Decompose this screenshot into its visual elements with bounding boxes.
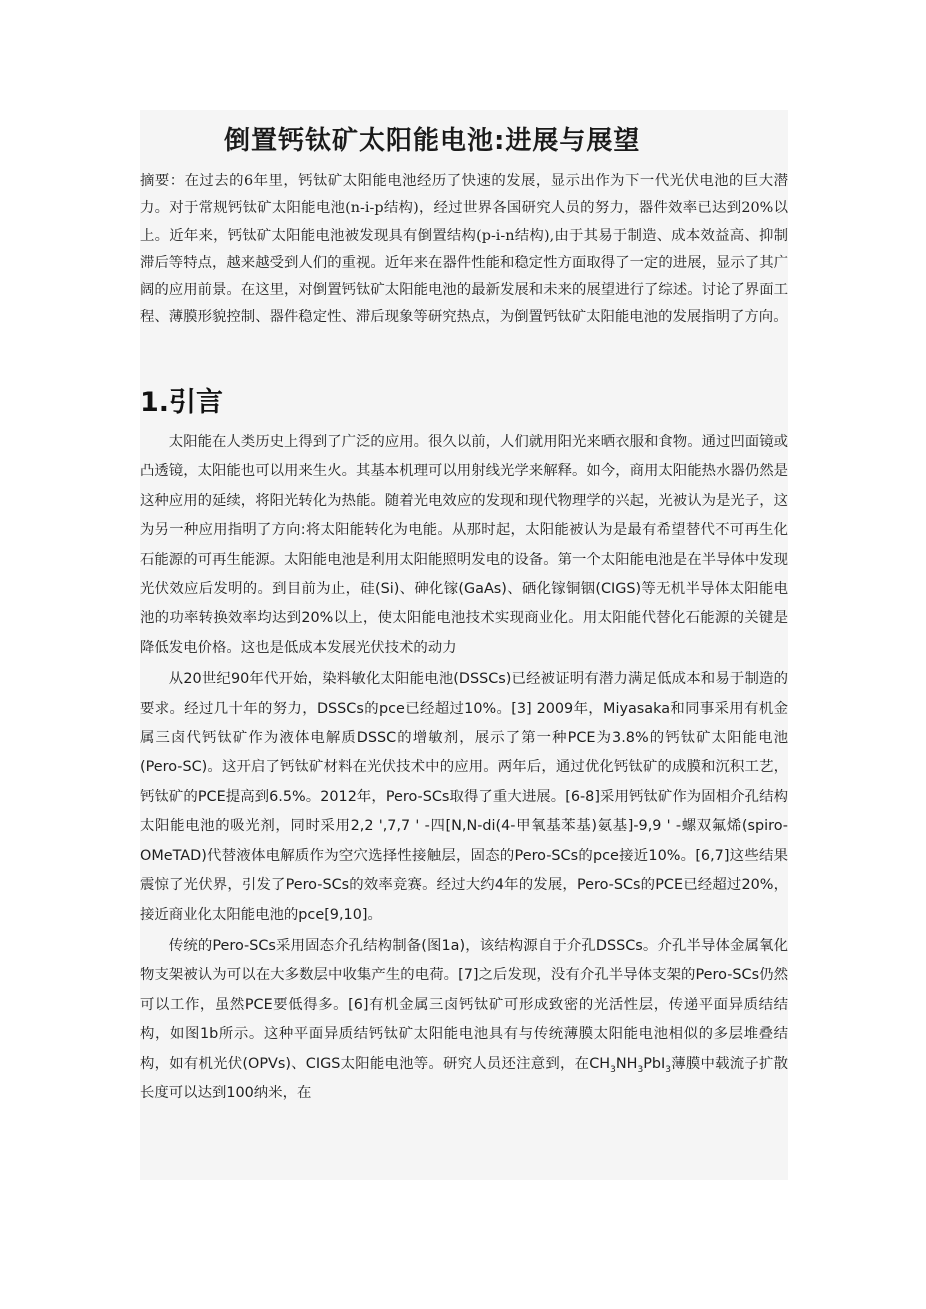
section-body	[140, 428, 788, 1110]
paragraph: 从20世纪90年代开始，染料敏化太阳能电池(DSSCs)已经被证明有潜力满足低成本和易于制造的要求。经过几十年的努力，DSSCs的pce已经超过10%。[3] 2009年，Miyasaka和同事采用有机金属三卤代钙钛矿作为液体电解质DSSC的增敏剂，展示了第一种PCE为3.8%的钙钛矿太阳能电池(Pero-SC)。这开启了钙钛矿材料在光伏技术中的应用。两年后，通过优化钙钛矿的成膜和沉积工艺，钙钛矿的PCE提高到6.5%。2012年，Pero-SCs取得了重大进展。[6-8]采用钙钛矿作为固相介孔结构太阳能电池的吸光剂，同时采用2,2 ',7,7 ' -四[N,N-di(4-甲氧基苯基)氨基]-9,9 ' -螺双氟烯(spiro-OMeTAD)代替液体电解质作为空穴选择性接触层，固态的Pero-SCs的pce接近10%。[6,7]这些结果震惊了光伏界，引发了Pero-SCs的效率竞赛。经过大约4年的发展，Pero-SCs的PCE已经超过20%，接近商业化太阳能电池的pce[9,10]。	[140, 671, 788, 923]
abstract: 摘要：在过去的6年里，钙钛矿太阳能电池经历了快速的发展，显示出作为下一代光伏电池的巨大潜力。对于常规钙钛矿太阳能电池(n-i-p结构)，经过世界各国研究人员的努力，器件效率已达到20%以上。近年来，钙钛矿太阳能电池被发现具有倒置结构(p-i-n结构),由于其易于制造、成本效益高、抑制滞后等特点，越来越受到人们的重视。近年来在器件性能和稳定性方面取得了一定的进展，显示了其广阔的应用前景。在这里，对倒置钙钛矿太阳能电池的最新发展和未来的展望进行了综述。讨论了界面工程、薄膜形貌控制、器件稳定性、滞后现象等研究热点，为倒置钙钛矿太阳能电池的发展指明了方向。	[140, 173, 788, 326]
paragraph-text: 传统的Pero-SCs采用固态介孔结构制备(图1a)，该结构源自于介孔DSSCs。介孔半导体金属氧化物支架被认为可以在大多数层中收集产生的电荷。[7]之后发现，没有介孔半导体支架的Pero-SCs仍然可以工作，虽然PCE要低得多。[6]有机金属三卤钙钛矿可形成致密的光活性层，传递平面异质结结构，如图1b所示。这种平面异质结钙钛矿太阳能电池具有与传统薄膜太阳能电池相似的多层堆叠结构，如有机光伏(OPVs)、CIGS太阳能电池等。研究人员还注意到，在	[140, 937, 788, 1072]
paragraph	[140, 932, 788, 1108]
paragraph-tail: 薄膜中载流子扩散长度可以达到100纳米，在	[140, 1055, 788, 1101]
chemical-formula: $CH_3NH_3PbI_3$	[589, 1055, 671, 1075]
paragraph: 太阳能在人类历史上得到了广泛的应用。很久以前，人们就用阳光来晒衣服和食物。通过凹面镜或凸透镜，太阳能也可以用来生火。其基本机理可以用射线光学来解释。如今，商用太阳能热水器仍然是这种应用的延续，将阳光转化为热能。随着光电效应的发现和现代物理学的兴起，光被认为是光子，这为另一种应用指明了方向:将太阳能转化为电能。从那时起，太阳能被认为是最有希望替代不可再生化石能源的可再生能源。太阳能电池是利用太阳能照明发电的设备。第一个太阳能电池是在半导体中发现光伏效应后发明的。到目前为止，硅(Si)、砷化镓(GaAs)、硒化镓铜铟(CIGS)等无机半导体太阳能电池的功率转换效率均达到20%以上，使太阳能电池技术实现商业化。用太阳能代替化石能源的关键是降低发电价格。这也是低成本发展光伏技术的动力	[140, 434, 788, 656]
document-title: 倒置钙钛矿太阳能电池:进展与展望	[224, 126, 641, 156]
document-page	[140, 110, 788, 1180]
section-heading: 1.引言	[140, 387, 224, 418]
